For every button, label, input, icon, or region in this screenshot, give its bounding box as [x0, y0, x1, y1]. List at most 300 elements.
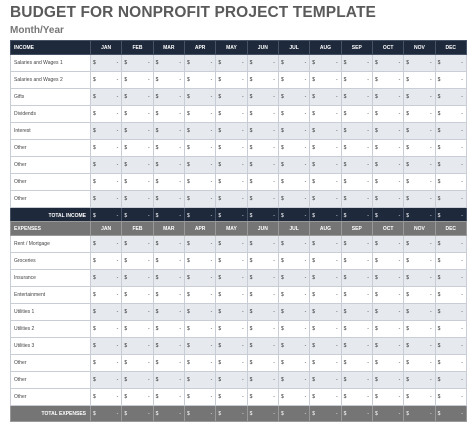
amount [185, 77, 215, 83]
value-cell[interactable] [184, 355, 215, 372]
value-cell[interactable] [184, 140, 215, 157]
value-cell[interactable] [278, 174, 309, 191]
value-cell[interactable] [122, 236, 153, 253]
value-cell[interactable] [184, 253, 215, 270]
value-cell[interactable] [91, 191, 122, 208]
value-cell[interactable] [247, 304, 278, 321]
amount [91, 309, 121, 315]
value-cell[interactable] [341, 304, 372, 321]
value-cell[interactable] [310, 157, 341, 174]
value-cell[interactable] [153, 236, 184, 253]
currency-symbol: $ [406, 343, 410, 349]
currency-symbol: $ [312, 111, 316, 117]
value-cell[interactable] [91, 174, 122, 191]
value-cell[interactable] [122, 253, 153, 270]
value-cell[interactable] [247, 355, 278, 372]
value-cell[interactable] [341, 191, 372, 208]
amount [216, 111, 246, 117]
amount-value: - [304, 77, 307, 83]
value-cell[interactable] [247, 321, 278, 338]
value-cell[interactable] [122, 191, 153, 208]
value-cell[interactable] [184, 55, 215, 72]
value-cell[interactable] [153, 304, 184, 321]
value-cell[interactable] [372, 372, 403, 389]
value-cell[interactable] [122, 106, 153, 123]
value-cell[interactable] [404, 140, 435, 157]
currency-symbol: $ [437, 179, 441, 185]
income-row [11, 140, 467, 157]
value-cell[interactable] [278, 191, 309, 208]
value-cell[interactable] [153, 55, 184, 72]
value-cell[interactable] [310, 355, 341, 372]
value-cell[interactable] [310, 123, 341, 140]
amount-value: - [335, 360, 338, 366]
amount-value: - [398, 360, 401, 366]
value-cell[interactable] [247, 191, 278, 208]
value-cell[interactable] [153, 72, 184, 89]
value-cell[interactable] [310, 72, 341, 89]
amount [310, 162, 340, 168]
value-cell[interactable] [153, 270, 184, 287]
amount-value: - [210, 275, 213, 281]
value-cell[interactable] [404, 338, 435, 355]
amount-value: - [116, 94, 119, 100]
value-cell[interactable] [278, 89, 309, 106]
value-cell[interactable] [278, 253, 309, 270]
value-cell[interactable] [247, 123, 278, 140]
value-cell[interactable] [435, 106, 466, 123]
value-cell[interactable] [341, 89, 372, 106]
value-cell[interactable] [404, 236, 435, 253]
value-cell[interactable] [404, 287, 435, 304]
amount [216, 394, 246, 400]
amount [122, 128, 152, 134]
value-cell[interactable] [341, 72, 372, 89]
currency-symbol: $ [93, 360, 96, 366]
value-cell[interactable] [184, 123, 215, 140]
value-cell[interactable] [404, 89, 435, 106]
value-cell[interactable] [122, 355, 153, 372]
value-cell[interactable] [122, 55, 153, 72]
currency-symbol: $ [437, 410, 441, 417]
value-cell[interactable] [247, 174, 278, 191]
value-cell[interactable] [435, 123, 466, 140]
amount-value: - [367, 162, 369, 168]
value-cell[interactable] [310, 287, 341, 304]
value-cell[interactable] [184, 372, 215, 389]
value-cell[interactable] [91, 253, 122, 270]
value-cell[interactable] [184, 389, 215, 406]
value-cell[interactable] [341, 157, 372, 174]
value-cell[interactable] [435, 304, 466, 321]
amount [248, 258, 278, 264]
value-cell[interactable] [122, 372, 153, 389]
amount-value: - [179, 309, 181, 315]
value-cell[interactable] [341, 253, 372, 270]
value-cell[interactable] [435, 140, 466, 157]
value-cell[interactable] [435, 321, 466, 338]
value-cell[interactable] [310, 191, 341, 208]
value-cell[interactable] [153, 106, 184, 123]
amount-value: - [210, 360, 213, 366]
month-header-oct: OCT [372, 222, 403, 236]
value-cell[interactable] [435, 372, 466, 389]
value-cell[interactable] [341, 174, 372, 191]
value-cell[interactable] [310, 140, 341, 157]
value-cell[interactable] [310, 89, 341, 106]
amount-value: - [304, 111, 307, 117]
value-cell[interactable] [153, 140, 184, 157]
value-cell[interactable] [278, 55, 309, 72]
currency-symbol: $ [374, 343, 378, 349]
value-cell[interactable] [247, 89, 278, 106]
value-cell[interactable] [91, 389, 122, 406]
value-cell[interactable] [341, 355, 372, 372]
value-cell[interactable] [216, 106, 247, 123]
currency-symbol: $ [343, 196, 347, 202]
value-cell[interactable] [404, 372, 435, 389]
value-cell[interactable] [247, 253, 278, 270]
value-cell[interactable] [404, 304, 435, 321]
value-cell[interactable] [310, 106, 341, 123]
amount-value: - [241, 258, 244, 264]
value-cell[interactable] [122, 270, 153, 287]
value-cell[interactable] [404, 174, 435, 191]
amount-value: - [429, 77, 432, 83]
amount [436, 326, 466, 332]
value-cell[interactable] [216, 389, 247, 406]
amount [342, 292, 372, 298]
currency-symbol: $ [124, 394, 128, 400]
value-cell[interactable] [153, 338, 184, 355]
value-cell[interactable] [153, 355, 184, 372]
amount [404, 292, 434, 298]
currency-symbol: $ [93, 292, 96, 298]
value-cell[interactable] [341, 338, 372, 355]
value-cell[interactable] [184, 191, 215, 208]
amount [342, 162, 372, 168]
amount-value: - [429, 128, 432, 134]
value-cell[interactable] [404, 123, 435, 140]
value-cell[interactable] [184, 174, 215, 191]
value-cell[interactable] [216, 89, 247, 106]
value-cell[interactable] [184, 304, 215, 321]
value-cell[interactable] [91, 270, 122, 287]
amount-value: - [116, 111, 119, 117]
currency-symbol: $ [437, 128, 441, 134]
value-cell[interactable] [247, 140, 278, 157]
currency-symbol: $ [186, 60, 190, 66]
value-cell[interactable] [91, 287, 122, 304]
value-cell[interactable] [91, 338, 122, 355]
value-cell[interactable] [122, 174, 153, 191]
value-cell[interactable] [122, 89, 153, 106]
value-cell[interactable] [372, 72, 403, 89]
amount-value: - [241, 94, 244, 100]
value-cell[interactable] [341, 372, 372, 389]
value-cell[interactable] [216, 72, 247, 89]
value-cell[interactable] [372, 106, 403, 123]
value-cell[interactable] [122, 287, 153, 304]
value-cell[interactable] [122, 72, 153, 89]
value-cell[interactable] [216, 236, 247, 253]
value-cell[interactable] [122, 157, 153, 174]
month-header-dec: DEC [435, 222, 466, 236]
value-cell[interactable] [372, 89, 403, 106]
value-cell[interactable] [247, 106, 278, 123]
value-cell[interactable] [372, 338, 403, 355]
value-cell[interactable] [184, 72, 215, 89]
value-cell[interactable] [404, 191, 435, 208]
amount-value: - [179, 212, 181, 219]
value-cell[interactable] [404, 355, 435, 372]
value-cell[interactable] [153, 287, 184, 304]
currency-symbol: $ [218, 128, 222, 134]
value-cell[interactable] [404, 270, 435, 287]
value-cell[interactable] [216, 270, 247, 287]
value-cell[interactable] [404, 106, 435, 123]
value-cell[interactable] [435, 191, 466, 208]
value-cell[interactable] [122, 389, 153, 406]
value-cell[interactable] [435, 174, 466, 191]
value-cell[interactable] [278, 106, 309, 123]
value-cell[interactable] [310, 174, 341, 191]
value-cell[interactable] [153, 191, 184, 208]
value-cell[interactable] [372, 355, 403, 372]
value-cell[interactable] [91, 355, 122, 372]
value-cell[interactable] [216, 355, 247, 372]
value-cell[interactable] [278, 355, 309, 372]
value-cell[interactable] [216, 372, 247, 389]
value-cell[interactable] [91, 321, 122, 338]
amount [185, 360, 215, 366]
value-cell[interactable] [435, 157, 466, 174]
value-cell[interactable] [122, 140, 153, 157]
amount-value: - [335, 77, 338, 83]
value-cell[interactable] [278, 287, 309, 304]
value-cell[interactable] [341, 389, 372, 406]
value-cell[interactable] [341, 321, 372, 338]
amount-value: - [367, 77, 369, 83]
value-cell[interactable] [247, 270, 278, 287]
value-cell[interactable] [435, 338, 466, 355]
value-cell[interactable] [372, 236, 403, 253]
value-cell[interactable] [372, 191, 403, 208]
currency-symbol: $ [437, 145, 441, 151]
value-cell[interactable] [310, 338, 341, 355]
currency-symbol: $ [374, 128, 378, 134]
value-cell[interactable] [91, 123, 122, 140]
amount [248, 179, 278, 185]
value-cell[interactable] [341, 106, 372, 123]
value-cell[interactable] [341, 55, 372, 72]
month-header-sep: SEP [341, 41, 372, 55]
value-cell[interactable] [184, 287, 215, 304]
value-cell[interactable] [216, 123, 247, 140]
value-cell[interactable] [153, 389, 184, 406]
value-cell[interactable] [310, 389, 341, 406]
value-cell[interactable] [216, 287, 247, 304]
value-cell[interactable] [247, 389, 278, 406]
value-cell[interactable] [435, 355, 466, 372]
amount [279, 145, 309, 151]
value-cell[interactable] [372, 253, 403, 270]
value-cell[interactable] [184, 236, 215, 253]
value-cell[interactable] [184, 321, 215, 338]
value-cell[interactable] [404, 253, 435, 270]
value-cell[interactable] [91, 236, 122, 253]
value-cell[interactable] [372, 287, 403, 304]
value-cell[interactable] [216, 321, 247, 338]
amount-value: - [429, 292, 432, 298]
value-cell[interactable] [435, 270, 466, 287]
amount [373, 145, 403, 151]
value-cell[interactable] [91, 372, 122, 389]
value-cell[interactable] [184, 89, 215, 106]
value-cell[interactable] [372, 174, 403, 191]
value-cell[interactable] [341, 287, 372, 304]
value-cell[interactable] [122, 321, 153, 338]
value-cell[interactable] [278, 157, 309, 174]
value-cell[interactable] [278, 389, 309, 406]
value-cell[interactable] [216, 140, 247, 157]
value-cell[interactable] [278, 338, 309, 355]
value-cell[interactable] [247, 72, 278, 89]
value-cell[interactable] [278, 140, 309, 157]
value-cell[interactable] [153, 89, 184, 106]
amount [248, 275, 278, 281]
value-cell[interactable] [435, 389, 466, 406]
currency-symbol: $ [93, 326, 96, 332]
value-cell[interactable] [435, 72, 466, 89]
value-cell[interactable] [247, 55, 278, 72]
expenses-row-label: Entertainment [11, 287, 91, 304]
value-cell[interactable] [310, 55, 341, 72]
value-cell[interactable] [216, 55, 247, 72]
amount-value: - [210, 326, 213, 332]
value-cell[interactable] [310, 236, 341, 253]
value-cell[interactable] [310, 270, 341, 287]
currency-symbol: $ [312, 212, 316, 219]
value-cell[interactable] [372, 389, 403, 406]
value-cell[interactable] [247, 338, 278, 355]
value-cell[interactable] [310, 304, 341, 321]
value-cell[interactable] [216, 157, 247, 174]
value-cell[interactable] [153, 372, 184, 389]
value-cell[interactable] [404, 321, 435, 338]
value-cell[interactable] [91, 89, 122, 106]
value-cell[interactable] [310, 253, 341, 270]
value-cell[interactable] [184, 157, 215, 174]
value-cell[interactable] [216, 253, 247, 270]
expenses-total-label: TOTAL EXPENSES [11, 406, 91, 422]
value-cell[interactable] [278, 236, 309, 253]
value-cell[interactable] [341, 140, 372, 157]
value-cell[interactable] [91, 55, 122, 72]
value-cell[interactable] [435, 287, 466, 304]
value-cell[interactable] [278, 304, 309, 321]
value-cell[interactable] [372, 123, 403, 140]
total-cell [341, 406, 372, 422]
value-cell[interactable] [153, 157, 184, 174]
value-cell[interactable] [435, 236, 466, 253]
month-header-nov: NOV [404, 41, 435, 55]
value-cell[interactable] [91, 140, 122, 157]
value-cell[interactable] [247, 157, 278, 174]
value-cell[interactable] [247, 372, 278, 389]
amount-value: - [116, 343, 119, 349]
value-cell[interactable] [247, 287, 278, 304]
value-cell[interactable] [372, 157, 403, 174]
value-cell[interactable] [122, 304, 153, 321]
value-cell[interactable] [372, 321, 403, 338]
amount-value: - [304, 394, 307, 400]
value-cell[interactable] [278, 270, 309, 287]
currency-symbol: $ [124, 410, 128, 417]
value-cell[interactable] [404, 55, 435, 72]
value-cell[interactable] [341, 270, 372, 287]
currency-symbol: $ [406, 94, 410, 100]
value-cell[interactable] [153, 123, 184, 140]
value-cell[interactable] [153, 174, 184, 191]
amount [122, 111, 152, 117]
value-cell[interactable] [153, 253, 184, 270]
value-cell[interactable] [91, 304, 122, 321]
value-cell[interactable] [310, 321, 341, 338]
value-cell[interactable] [341, 123, 372, 140]
value-cell[interactable] [435, 253, 466, 270]
value-cell[interactable] [404, 389, 435, 406]
value-cell[interactable] [278, 321, 309, 338]
value-cell[interactable] [372, 55, 403, 72]
value-cell[interactable] [91, 106, 122, 123]
value-cell[interactable] [216, 338, 247, 355]
income-table [10, 40, 467, 224]
value-cell[interactable] [372, 140, 403, 157]
value-cell[interactable] [91, 72, 122, 89]
value-cell[interactable] [278, 72, 309, 89]
value-cell[interactable] [216, 304, 247, 321]
value-cell[interactable] [435, 55, 466, 72]
amount-value: - [429, 326, 432, 332]
value-cell[interactable] [153, 321, 184, 338]
value-cell[interactable] [310, 372, 341, 389]
value-cell[interactable] [184, 106, 215, 123]
value-cell[interactable] [184, 338, 215, 355]
value-cell[interactable] [372, 270, 403, 287]
currency-symbol: $ [406, 60, 410, 66]
amount-value: - [461, 212, 463, 219]
value-cell[interactable] [404, 157, 435, 174]
currency-symbol: $ [186, 94, 190, 100]
value-cell[interactable] [91, 157, 122, 174]
value-cell[interactable] [216, 191, 247, 208]
value-cell[interactable] [122, 123, 153, 140]
value-cell[interactable] [247, 236, 278, 253]
amount-value: - [461, 77, 463, 83]
value-cell[interactable] [184, 270, 215, 287]
value-cell[interactable] [341, 236, 372, 253]
value-cell[interactable] [216, 174, 247, 191]
value-cell[interactable] [278, 372, 309, 389]
value-cell[interactable] [435, 89, 466, 106]
value-cell[interactable] [278, 123, 309, 140]
value-cell[interactable] [122, 338, 153, 355]
expenses-row-label: Other [11, 372, 91, 389]
value-cell[interactable] [404, 72, 435, 89]
value-cell[interactable] [372, 304, 403, 321]
currency-symbol: $ [374, 292, 378, 298]
